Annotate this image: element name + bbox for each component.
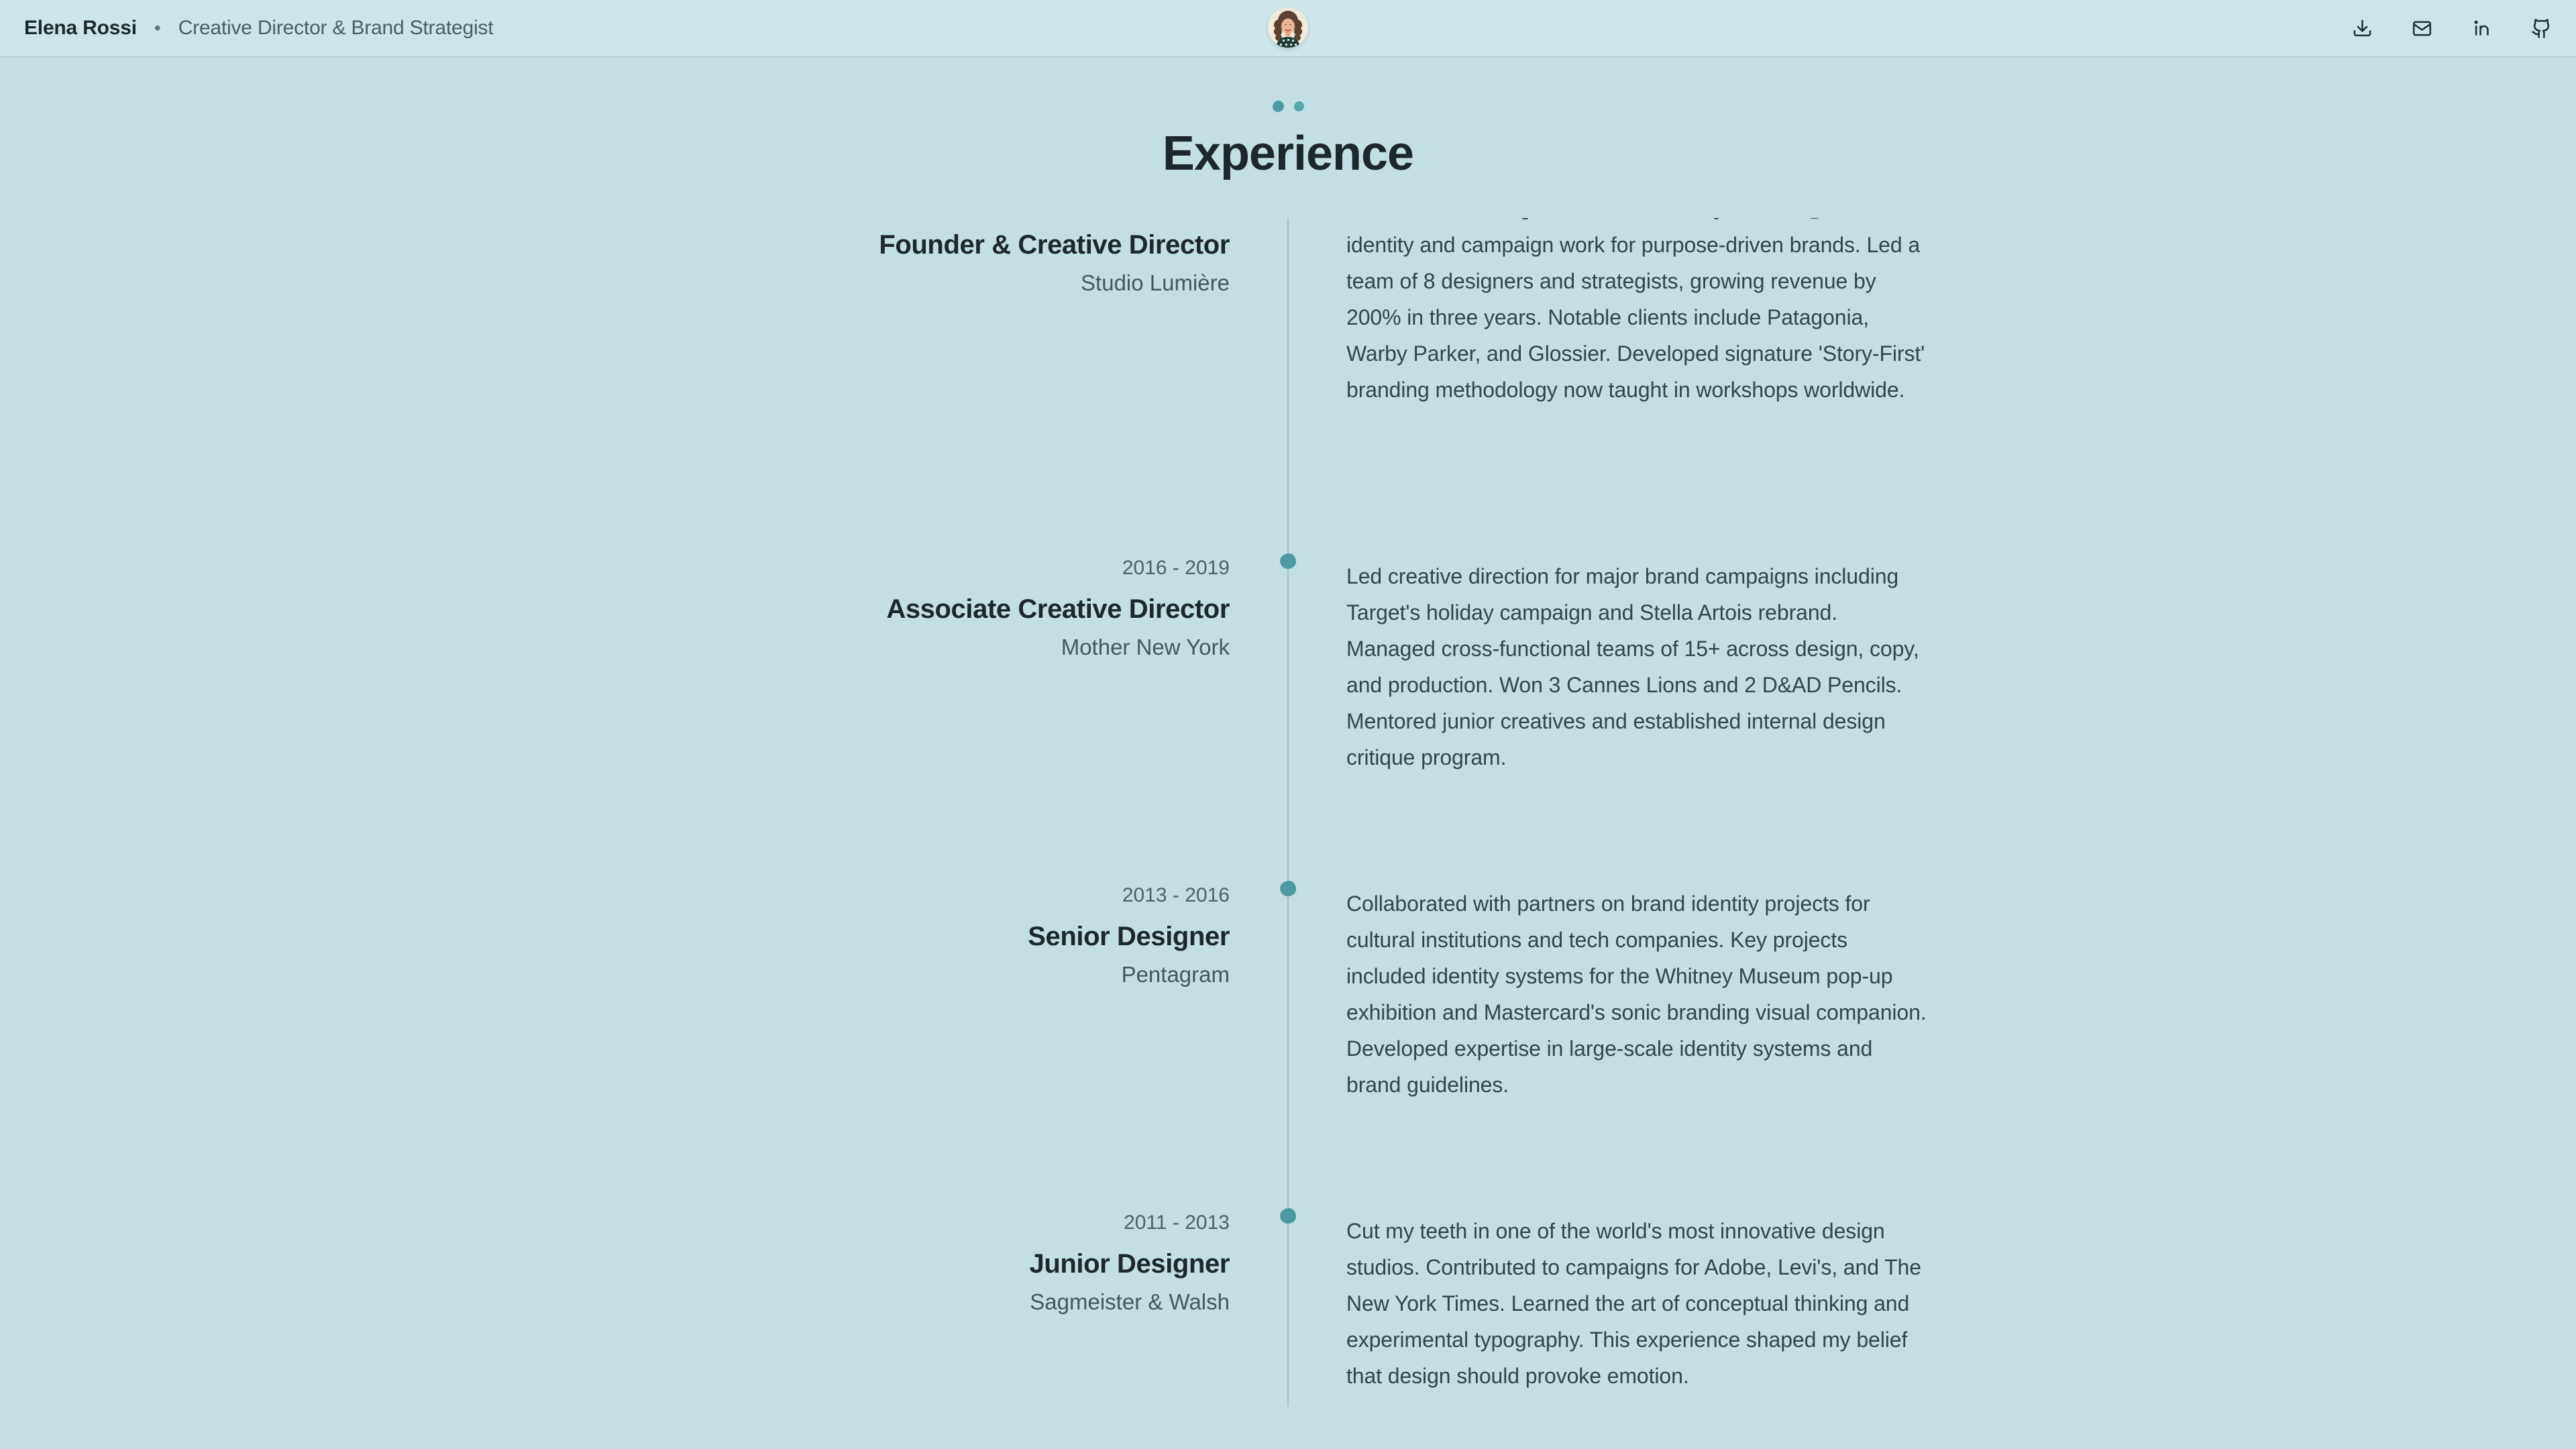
teal-dot [1273, 101, 1284, 112]
timeline-dot [1280, 881, 1296, 896]
entry-description: Cut my teeth in one of the world's most innovative design studios. Contributed to campaigns for Adobe, Levi's, and The New York Times. Learned the art of conceptual thinking and experimental typography. This experience shaped my belief that design should provoke emotion. [1346, 1219, 1921, 1388]
entry-body [1346, 552, 2576, 879]
linkedin-icon [2471, 18, 2492, 39]
entry-body [1346, 218, 2576, 552]
entry-job-title: Senior Designer [1028, 922, 1230, 951]
dot-separator: • [154, 17, 161, 38]
section-head [0, 58, 2576, 180]
entry-company: Sagmeister & Walsh [1030, 1289, 1230, 1314]
entry-job-title: Junior Designer [1029, 1249, 1230, 1279]
entry-description: identity and campaign work for purpose-driven brands. Led a team of 8 designers and strategists, growing revenue by 200% in three years. Notable clients include Patagonia, Warby Parker, and Glossier. Developed signature 'Story-First' branding methodology now taught in workshops worldwide. [1346, 233, 1925, 402]
entry-meta [0, 552, 1230, 879]
page-title: Experience [1162, 127, 1414, 180]
experience-section [0, 58, 2576, 1407]
entry-date: 2013 - 2016 [1122, 884, 1230, 906]
mail-icon [2412, 18, 2432, 39]
entry-meta [0, 1207, 1230, 1407]
github-icon [2531, 18, 2552, 39]
entry-body [1346, 1207, 2576, 1407]
person-name: Elena Rossi [24, 17, 137, 39]
email-button[interactable] [2411, 17, 2432, 39]
entry-company: Studio Lumière [1081, 270, 1230, 295]
linkedin-button[interactable] [2471, 17, 2492, 39]
entry-date: 2011 - 2013 [1124, 1212, 1230, 1234]
timeline-entries [0, 218, 2576, 1407]
timeline-entry [0, 218, 2576, 552]
avatar[interactable] [1268, 7, 1308, 48]
download-button[interactable] [2351, 17, 2373, 39]
header-identity [24, 17, 493, 40]
timeline-entry [0, 552, 2576, 879]
timeline [0, 218, 2576, 1407]
entry-meta [0, 218, 1230, 552]
timeline-dot [1280, 1208, 1296, 1224]
timeline-entry [0, 879, 2576, 1207]
decorative-dots [0, 101, 2576, 112]
header-bar [0, 0, 2576, 58]
entry-meta [0, 879, 1230, 1207]
entry-job-title: Associate Creative Director [886, 594, 1230, 624]
entry-description: Collaborated with partners on brand identity projects for cultural institutions and tech companies. Key projects included identity systems for the Whitney Museum pop-up exhibition and Mastercard's sonic branding visual companion. Developed expertise in large-scale identity systems and brand guidelines. [1346, 892, 1927, 1097]
teal-dot [1294, 101, 1304, 111]
download-icon [2352, 18, 2373, 39]
entry-body [1346, 879, 2576, 1207]
github-button[interactable] [2530, 17, 2552, 39]
clipped-line-remnant [1346, 218, 1931, 221]
entry-job-title: Founder & Creative Director [879, 230, 1230, 260]
avatar-illustration [1268, 7, 1308, 48]
person-role: Creative Director & Brand Strategist [178, 17, 494, 39]
entry-description: Led creative direction for major brand campaigns including Target's holiday campaign and Stella Artois rebrand. Managed cross-functional teams of 15+ across design, copy, and production. Won 3 Cannes Lions and 2 D&AD Pencils. Mentored junior creatives and established internal design critique program. [1346, 564, 1919, 769]
entry-company: Mother New York [1061, 635, 1230, 659]
timeline-dot [1280, 553, 1296, 569]
header-actions [2351, 17, 2552, 39]
entry-company: Pentagram [1121, 962, 1230, 987]
timeline-entry [0, 1207, 2576, 1407]
entry-date: 2016 - 2019 [1122, 557, 1230, 579]
